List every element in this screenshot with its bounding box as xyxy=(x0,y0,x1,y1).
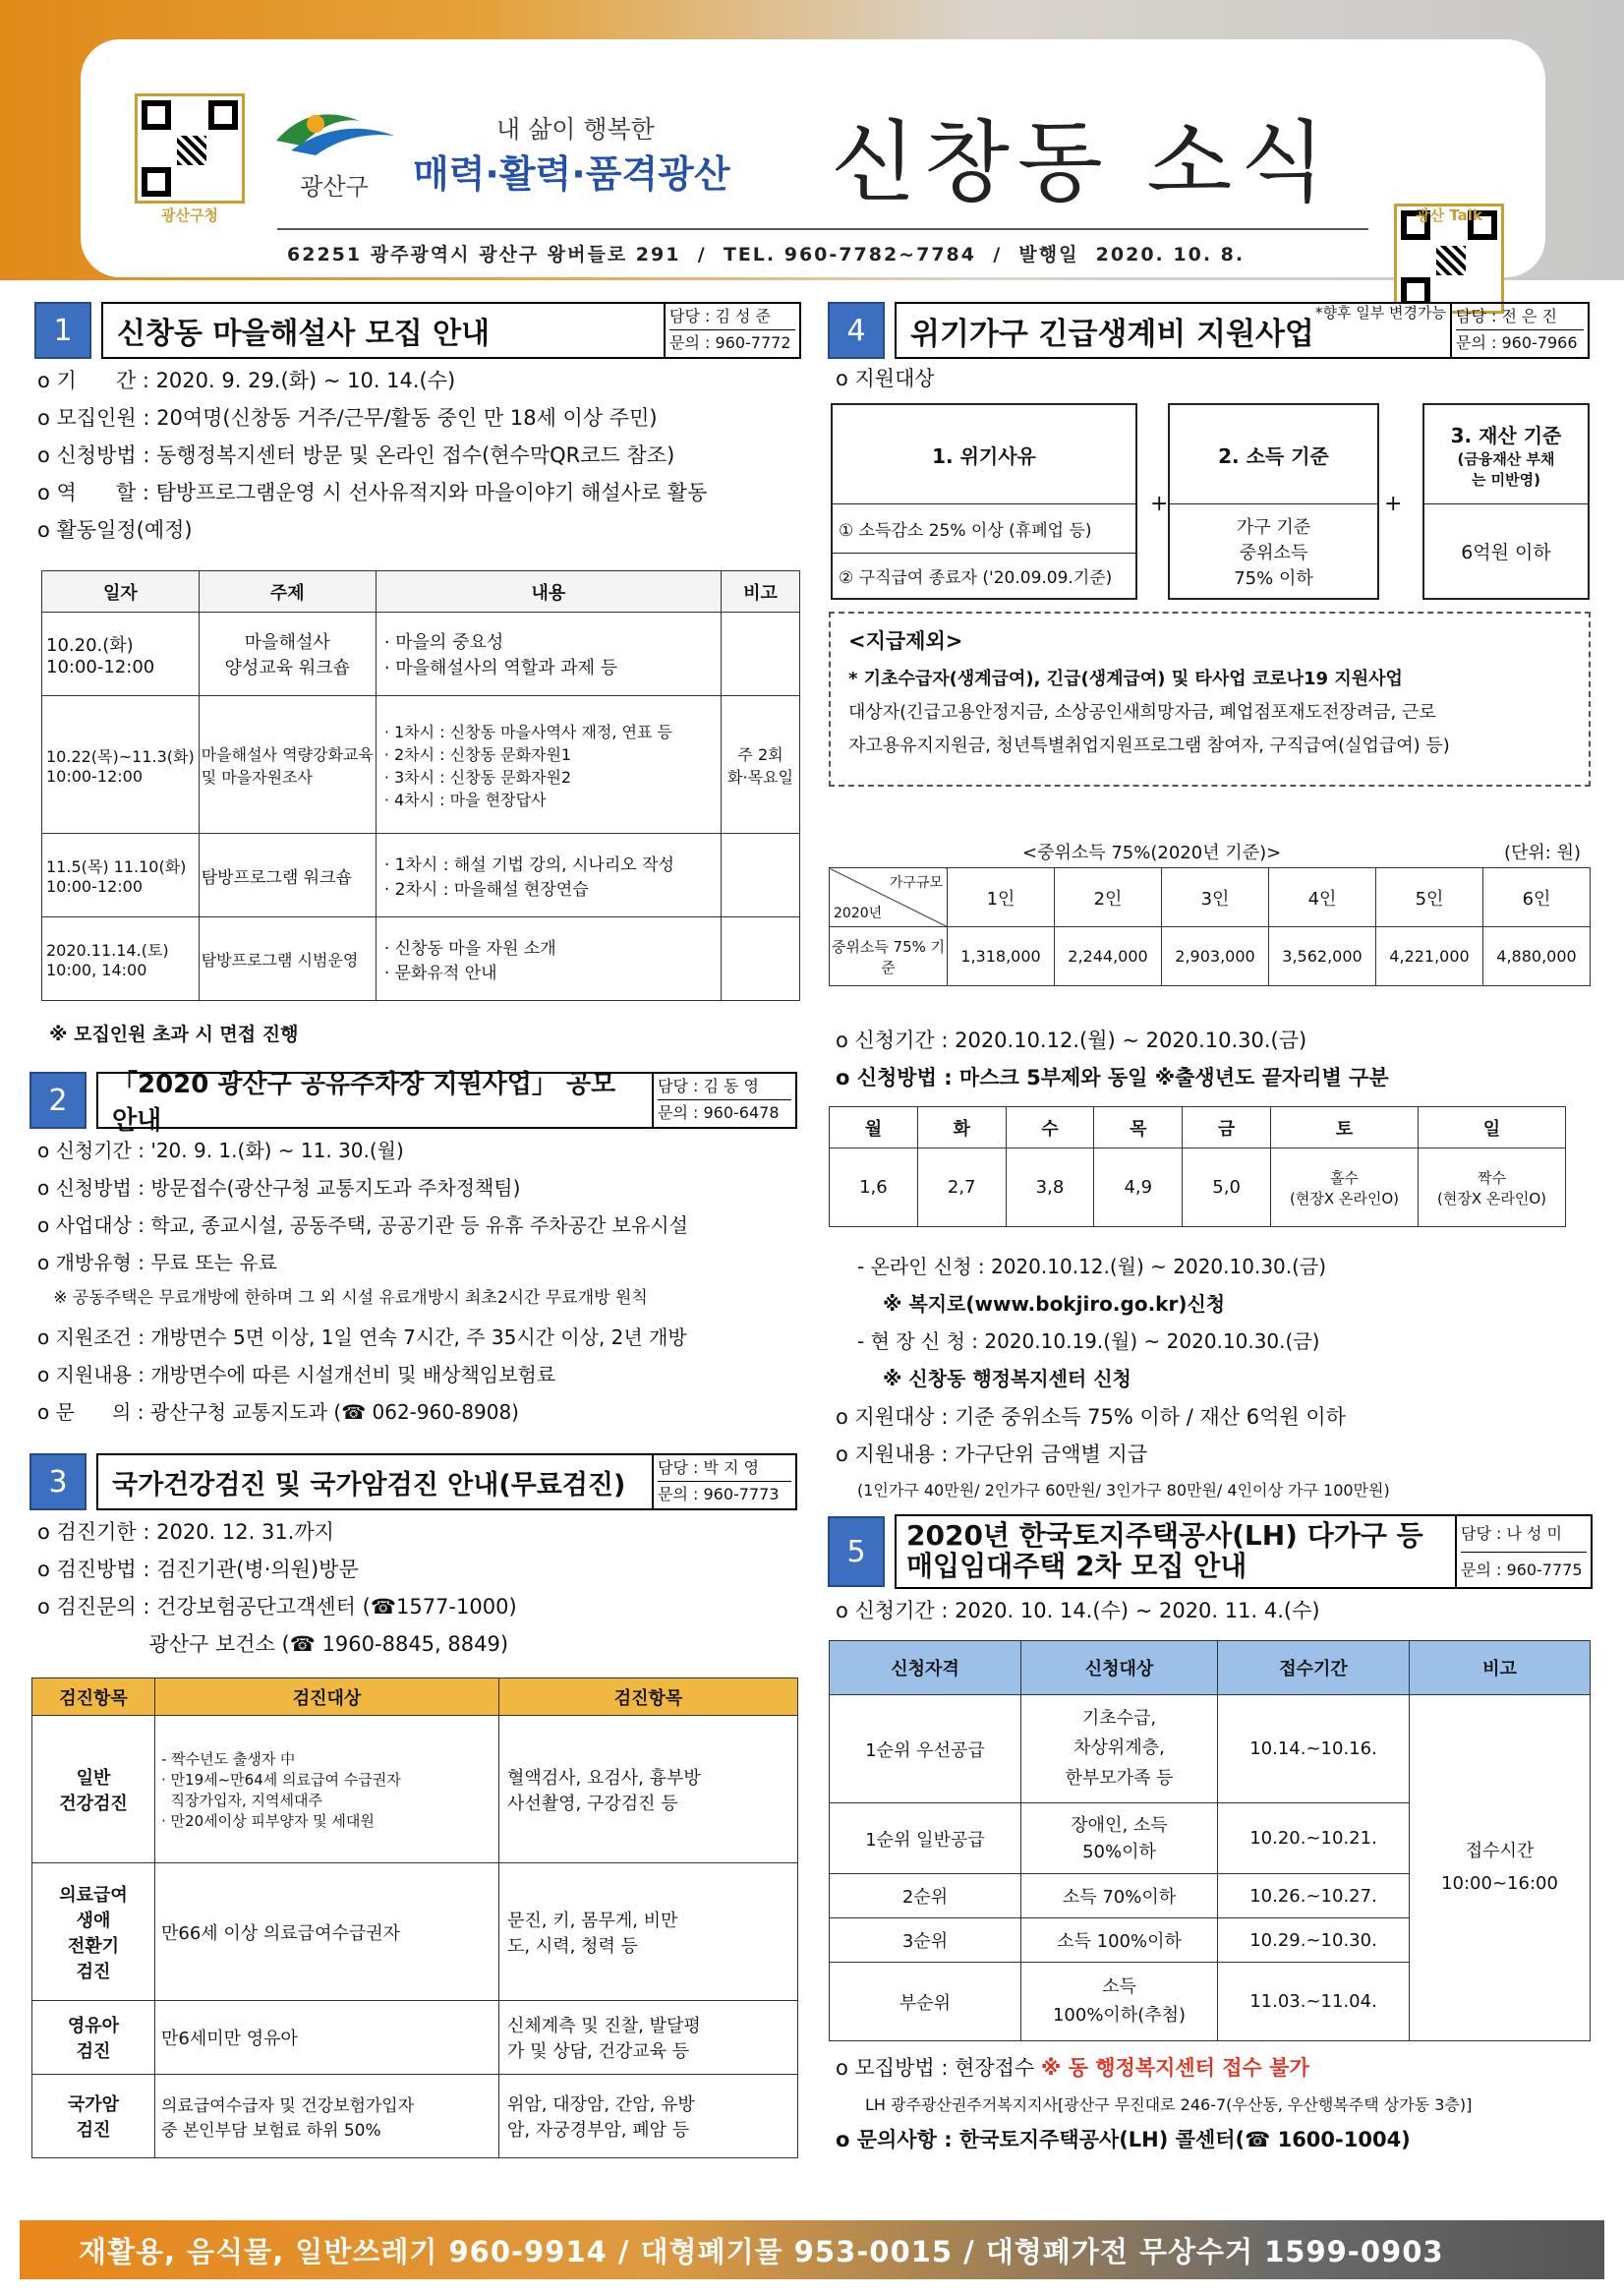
cell-qualification: 부순위 xyxy=(830,1963,1021,2041)
table-header: 검진대상 xyxy=(155,1678,499,1716)
contact-person: 담당 : 김 성 준 xyxy=(669,304,795,330)
cell-period: 10.26.~10.27. xyxy=(1218,1874,1410,1918)
line: o 역 할 : 탐방프로그램운영 시 선사유적지와 마을이야기 해설사로 활동 xyxy=(37,481,708,504)
table-header: 내용 xyxy=(376,571,721,613)
table-row xyxy=(42,834,800,917)
section-title xyxy=(895,302,1450,359)
cell-check: 위암, 대장암, 간암, 유방 암, 자궁경부암, 폐암 등 xyxy=(499,2075,798,2158)
cell-item: 국가암 검진 xyxy=(32,2075,155,2158)
cell-qualification: 1순위 우선공급 xyxy=(830,1695,1021,1803)
cell-period: 11.03.~11.04. xyxy=(1218,1963,1410,2041)
section-title: 「2020 광산구 공유주차장 지원사업」 공모 안내 xyxy=(96,1072,652,1129)
checkup-table xyxy=(31,1678,798,2158)
support-content: o 지원내용 : 가구단위 금액별 지급 xyxy=(836,1442,1148,1466)
income-header: 4인 xyxy=(1269,868,1376,927)
address-line: 62251 광주광역시 광산구 왕버들로 291 / TEL. 960-7782~7784 / 발행일 2020. 10. 8. xyxy=(287,244,1246,265)
criteria-sub: (금융재산 부채 는 미반영) xyxy=(1457,449,1555,489)
recruit-method-text: o 모집방법 : 현장접수 xyxy=(836,2056,1041,2080)
schedule-table xyxy=(41,570,800,1001)
income-value: 4,880,000 xyxy=(1483,927,1591,986)
income-header: 3인 xyxy=(1162,868,1269,927)
cell-target: 기초수급, 차상위계층, 한부모가족 등 xyxy=(1021,1695,1218,1803)
criteria-item: ② 구직급여 종료자 ('20.09.09.기준) xyxy=(833,553,1135,598)
footer-text: 재활용, 음식물, 일반쓰레기 960-9914 / 대형폐기물 953-0015 / 대형폐가전 무상수거 1599-0903 xyxy=(79,2234,1444,2268)
table-header: 신청자격 xyxy=(830,1641,1021,1695)
day-header: 목 xyxy=(1094,1107,1183,1148)
corner-bottom: 2020년 xyxy=(834,906,883,921)
line: o 기 간 : 2020. 9. 29.(화) ~ 10. 14.(수) xyxy=(37,369,456,392)
day-value: 3,8 xyxy=(1006,1148,1094,1227)
table-row xyxy=(32,2001,798,2075)
section1-note: ※ 모집인원 초과 시 면접 진행 xyxy=(49,1024,299,1045)
cell-period: 10.29.~10.30. xyxy=(1218,1918,1410,1963)
onsite-apply: - 현 장 신 청 : 2020.10.19.(월) ~ 2020.10.30.(금) xyxy=(857,1329,1320,1353)
qr-right-label: 광산 Talk xyxy=(1416,206,1482,224)
support-detail: (1인가구 40만원/ 2인가구 60만원/ 3인가구 80만원/ 4인이상 가구 100만원) xyxy=(857,1481,1390,1500)
section5-header xyxy=(828,1514,1593,1589)
line: o 신청방법 : 방문접수(광산구청 교통지도과 주차정책팀) xyxy=(37,1176,521,1200)
online-note: ※ 복지로(www.bokjiro.go.kr)신청 xyxy=(883,1292,1226,1316)
income-header: 1인 xyxy=(948,868,1055,927)
line: o 검진방법 : 검진기관(병·의원)방문 xyxy=(37,1558,359,1581)
cell-date: 11.5(목) 11.10(화) 10:00-12:00 xyxy=(42,834,200,917)
contact-box xyxy=(652,1453,797,1510)
criteria-box-1 xyxy=(831,403,1137,600)
title-line: 매입임대주택 2차 모집 안내 xyxy=(906,1550,1247,1582)
online-apply: - 온라인 신청 : 2020.10.12.(월) ~ 2020.10.30.(금) xyxy=(857,1255,1327,1278)
cell-topic: 마을해설사 양성교육 워크숍 xyxy=(199,613,376,696)
plus-sign: + xyxy=(1384,492,1403,516)
line: o 신청기간 : '20. 9. 1.(화) ~ 11. 30.(월) xyxy=(37,1139,404,1162)
table-header: 비고 xyxy=(722,571,800,613)
table-row xyxy=(32,1863,798,2001)
exclusion-box xyxy=(829,612,1591,787)
income-caption: <중위소득 75%(2020년 기준)> xyxy=(1022,843,1282,863)
cell-date: 2020.11.14.(토) 10:00, 14:00 xyxy=(42,917,200,1001)
cell-qualification: 2순위 xyxy=(830,1874,1021,1918)
income-header: 5인 xyxy=(1376,868,1483,927)
recruit-method-warning: ※ 동 행정복지센터 접수 불가 xyxy=(1040,2056,1309,2080)
income-header: 2인 xyxy=(1055,868,1162,927)
contact-phone: 문의 : 960-7772 xyxy=(669,333,791,352)
cell-target: 의료급여수급자 및 건강보험가입자 중 본인부담 보험료 하위 50% xyxy=(155,2075,499,2158)
contact-box xyxy=(1450,302,1590,359)
income-row-label: 중위소득 75% 기준 xyxy=(830,927,948,986)
table-header: 비고 xyxy=(1410,1641,1591,1695)
day-header: 화 xyxy=(917,1107,1006,1148)
income-value: 3,562,000 xyxy=(1269,927,1376,986)
cell-note: 접수시간 10:00~16:00 xyxy=(1410,1695,1591,2041)
criteria-body: 가구 기준 중위소득 75% 이하 xyxy=(1170,503,1377,598)
section-title: 신창동 마을해설사 모집 안내 xyxy=(101,302,664,359)
weekday-table xyxy=(829,1106,1566,1227)
section-number: 5 xyxy=(828,1516,885,1587)
section-number: 3 xyxy=(29,1453,87,1510)
onsite-note: ※ 신창동 행정복지센터 신청 xyxy=(883,1367,1131,1390)
apply-period: o 신청기간 : 2020.10.12.(월) ~ 2020.10.30.(금) xyxy=(836,1029,1307,1052)
line: o 사업대상 : 학교, 종교시설, 공동주택, 공공기관 등 유휴 주차공간 보유시설 xyxy=(37,1213,688,1237)
line: 광산구 보건소 (☎ 1960-8845, 8849) xyxy=(37,1632,509,1656)
day-value: 짝수 (현장X 온라인O) xyxy=(1419,1148,1566,1227)
cell-topic: 탐방프로그램 워크숍 xyxy=(199,834,376,917)
contact-box xyxy=(652,1072,797,1129)
section4-header xyxy=(828,302,1590,359)
corner-top: 가구규모 xyxy=(889,875,943,891)
line: o 개방유형 : 무료 또는 유료 xyxy=(37,1251,277,1274)
cell-qualification: 1순위 일반공급 xyxy=(830,1803,1021,1874)
line: o 지원조건 : 개방면수 5면 이상, 1일 연속 7시간, 주 35시간 이상, 2년 개방 xyxy=(37,1325,687,1349)
criteria-box-2 xyxy=(1168,403,1379,600)
day-value: 1,6 xyxy=(830,1148,918,1227)
cell-target: 소득 70%이하 xyxy=(1021,1874,1218,1918)
lh-period: o 신청기간 : 2020. 10. 14.(수) ~ 2020. 11. 4.(수) xyxy=(836,1599,1320,1622)
logo-text: 광산구 xyxy=(300,173,369,201)
cell-target: 소득 100%이하(추첨) xyxy=(1021,1963,1218,2041)
contact-phone: 문의 : 960-7773 xyxy=(658,1485,780,1503)
qr-left-label: 광산구청 xyxy=(161,206,218,224)
cell-target: 소득 100%이하 xyxy=(1021,1918,1218,1963)
cell-target: - 짝수년도 출생자 中 · 만19세~만64세 의료급여 수급권자 직장가입자, 지역세대주 · 만20세이상 피부양자 및 세대원 xyxy=(155,1716,499,1863)
line: ※ 공동주택은 무료개방에 한하며 그 외 시설 유료개방시 최초2시간 무료개방 원칙 xyxy=(37,1288,648,1308)
contact-box xyxy=(1455,1514,1593,1589)
day-value: 홀수 (현장X 온라인O) xyxy=(1271,1148,1419,1227)
day-header: 수 xyxy=(1006,1107,1094,1148)
cell-note xyxy=(722,834,800,917)
page-title: 신창동 소식 xyxy=(831,111,1334,214)
day-value: 4,9 xyxy=(1094,1148,1183,1227)
section-number: 4 xyxy=(828,302,885,359)
recruit-method xyxy=(836,2055,1309,2081)
exclusion-line: 자고용유지지원금, 청년특별취업지원프로그램 참여자, 구직급여(실업급여) 등) xyxy=(848,736,1450,756)
table-header: 신청대상 xyxy=(1021,1641,1218,1695)
section1-lines xyxy=(37,368,814,555)
cell-content: · 마을의 중요성 · 마을해설사의 역할과 과제 등 xyxy=(376,613,721,696)
table-header: 주제 xyxy=(199,571,376,613)
criteria-item: ① 소득감소 25% 이상 (휴폐업 등) xyxy=(833,503,1135,553)
table-row xyxy=(42,696,800,834)
slogan-top: 내 삶이 행복한 xyxy=(496,115,655,144)
corner-cell xyxy=(830,868,948,927)
section3-header xyxy=(29,1453,797,1510)
apply-method: o 신청방법 : 마스크 5부제와 동일 ※출생년도 끝자리별 구분 xyxy=(836,1066,1389,1089)
cell-target: 장애인, 소득 50%이하 xyxy=(1021,1803,1218,1874)
criteria-body: 6억원 이하 xyxy=(1424,503,1588,598)
criteria-title: 3. 재산 기준 xyxy=(1450,423,1562,447)
line: o 검진문의 : 건강보험공단고객센터 (☎1577-1000) xyxy=(37,1595,517,1619)
gwangsan-logo-icon xyxy=(271,96,399,165)
header-divider xyxy=(277,228,1368,230)
section-title-text: 위기가구 긴급생계비 지원사업 xyxy=(910,316,1314,352)
exclusion-line: * 기초수급자(생계급여), 긴급(생계급여) 및 타사업 코로나19 지원사업 xyxy=(848,669,1403,689)
contact-person: 담당 : 나 성 미 xyxy=(1461,1516,1587,1553)
slogan-main: 매력·활력·품격광산 xyxy=(413,152,730,196)
cell-check: 혈액검사, 요검사, 흉부방 사선촬영, 구강검진 등 xyxy=(499,1716,798,1863)
title-line: 2020년 한국토지주택공사(LH) 다가구 등 xyxy=(906,1519,1423,1553)
table-row xyxy=(42,613,800,696)
section3-lines xyxy=(37,1519,824,1669)
section-number: 2 xyxy=(29,1072,87,1129)
qr-code-left[interactable] xyxy=(135,93,245,204)
exclusion-line: 대상자(긴급고용안정지금, 소상공인새희망자금, 폐업점포재도전장려금, 근로 xyxy=(848,702,1436,723)
day-header: 월 xyxy=(830,1107,918,1148)
cell-date: 10.22(목)~11.3(화) 10:00-12:00 xyxy=(42,696,200,834)
cell-item: 일반 건강검진 xyxy=(32,1716,155,1863)
line: o 검진기한 : 2020. 12. 31.까지 xyxy=(37,1520,334,1544)
contact-phone: 문의 : 960-7775 xyxy=(1461,1560,1583,1579)
cell-target: 만66세 이상 의료급여수급권자 xyxy=(155,1863,499,2001)
day-header: 토 xyxy=(1271,1107,1419,1148)
contact-person: 담당 : 김 동 영 xyxy=(658,1074,791,1100)
cell-topic: 마을해설사 역량강화교육 및 마을자원조사 xyxy=(199,696,376,834)
support-target: o 지원대상 : 기준 중위소득 75% 이하 / 재산 6억원 이하 xyxy=(836,1405,1346,1429)
cell-period: 10.20.~10.21. xyxy=(1218,1803,1410,1874)
cell-date: 10.20.(화) 10:00-12:00 xyxy=(42,613,200,696)
table-row xyxy=(32,1716,798,1863)
income-header: 6인 xyxy=(1483,868,1591,927)
criteria-box-3 xyxy=(1422,403,1590,600)
contact-person: 담당 : 전 은 진 xyxy=(1456,304,1584,330)
cell-item: 영유아 검진 xyxy=(32,2001,155,2075)
cell-check: 신체계측 및 진찰, 발달평 가 및 상담, 건강교육 등 xyxy=(499,2001,798,2075)
line: o 모집인원 : 20여명(신창동 거주/근무/활동 중인 만 18세 이상 주민) xyxy=(37,406,658,430)
cell-qualification: 3순위 xyxy=(830,1918,1021,1963)
income-unit: (단위: 원) xyxy=(1504,843,1581,863)
cell-note xyxy=(722,917,800,1001)
exclusion-title: <지급제외> xyxy=(848,629,963,653)
cell-content: · 신창동 마을 자원 소개 · 문화유적 안내 xyxy=(376,917,721,1001)
income-value: 4,221,000 xyxy=(1376,927,1483,986)
cell-content: · 1차시 : 해설 기법 강의, 시나리오 작성 · 2차시 : 마을해설 현장연습 xyxy=(376,834,721,917)
line: o 신청방법 : 동행정복지센터 방문 및 온라인 접수(현수막QR코드 참조) xyxy=(37,443,675,467)
cell-topic: 탐방프로그램 시범운영 xyxy=(199,917,376,1001)
contact-person: 담당 : 박 지 영 xyxy=(658,1455,791,1482)
line: o 문 의 : 광산구청 교통지도과 (☎ 062-960-8908) xyxy=(37,1400,519,1424)
contact-phone: 문의 : 960-7966 xyxy=(1456,333,1578,352)
plus-sign: + xyxy=(1150,492,1169,516)
footer-bar xyxy=(20,2220,1604,2279)
cell-note xyxy=(722,613,800,696)
cell-note: 주 2회 화·목요일 xyxy=(722,696,800,834)
income-value: 1,318,000 xyxy=(948,927,1055,986)
recruit-place: LH 광주광산권주거복지지사[광산구 무진대로 246-7(우산동, 우산행복주택 상가동 3층)] xyxy=(865,2095,1473,2114)
contact-box xyxy=(664,302,801,359)
criteria-title: 1. 위기사유 xyxy=(932,443,1036,468)
cell-target: 만6세미만 영유아 xyxy=(155,2001,499,2075)
table-row xyxy=(32,2075,798,2158)
day-header: 일 xyxy=(1419,1107,1566,1148)
table-header: 접수기간 xyxy=(1218,1641,1410,1695)
income-value: 2,903,000 xyxy=(1162,927,1269,986)
line: o 활동일정(예정) xyxy=(37,518,193,542)
table-header: 검진항목 xyxy=(499,1678,798,1716)
table-header: 일자 xyxy=(42,571,200,613)
cell-period: 10.14.~10.16. xyxy=(1218,1695,1410,1803)
income-table xyxy=(829,867,1591,986)
section2-header xyxy=(29,1070,797,1136)
section1-header xyxy=(34,302,801,359)
lh-table xyxy=(829,1640,1591,2041)
day-header: 금 xyxy=(1183,1107,1271,1148)
income-value: 2,244,000 xyxy=(1055,927,1162,986)
table-row xyxy=(42,917,800,1001)
cell-check: 문진, 키, 몸무게, 비만 도, 시력, 청력 등 xyxy=(499,1863,798,2001)
day-value: 2,7 xyxy=(917,1148,1006,1227)
line: o 지원내용 : 개방면수에 따른 시설개선비 및 배상책임보험료 xyxy=(37,1363,556,1386)
section-title xyxy=(895,1514,1455,1589)
cell-content: · 1차시 : 신창동 마을사역사 재정, 연표 등 · 2차시 : 신창동 문화자원1 · 3차시 : 신창동 문화자원2 · 4차시 : 마을 현장답사 xyxy=(376,696,721,834)
section-title: 국가건강검진 및 국가암검진 안내(무료검진) xyxy=(96,1453,652,1510)
section2-lines xyxy=(37,1139,824,1438)
table-header: 검진항목 xyxy=(32,1678,155,1716)
cell-item: 의료급여 생애 전환기 검진 xyxy=(32,1863,155,2001)
table-row xyxy=(830,1695,1591,1803)
section-number: 1 xyxy=(34,302,91,359)
support-target-label: o 지원대상 xyxy=(836,367,935,390)
day-value: 5,0 xyxy=(1183,1148,1271,1227)
criteria-title: 2. 소득 기준 xyxy=(1218,443,1329,468)
title-note: *향후 일부 변경가능 xyxy=(1315,304,1446,322)
lh-inquiry: o 문의사항 : 한국토지주택공사(LH) 콜센터(☎ 1600-1004) xyxy=(836,2128,1411,2151)
contact-phone: 문의 : 960-6478 xyxy=(658,1103,780,1122)
